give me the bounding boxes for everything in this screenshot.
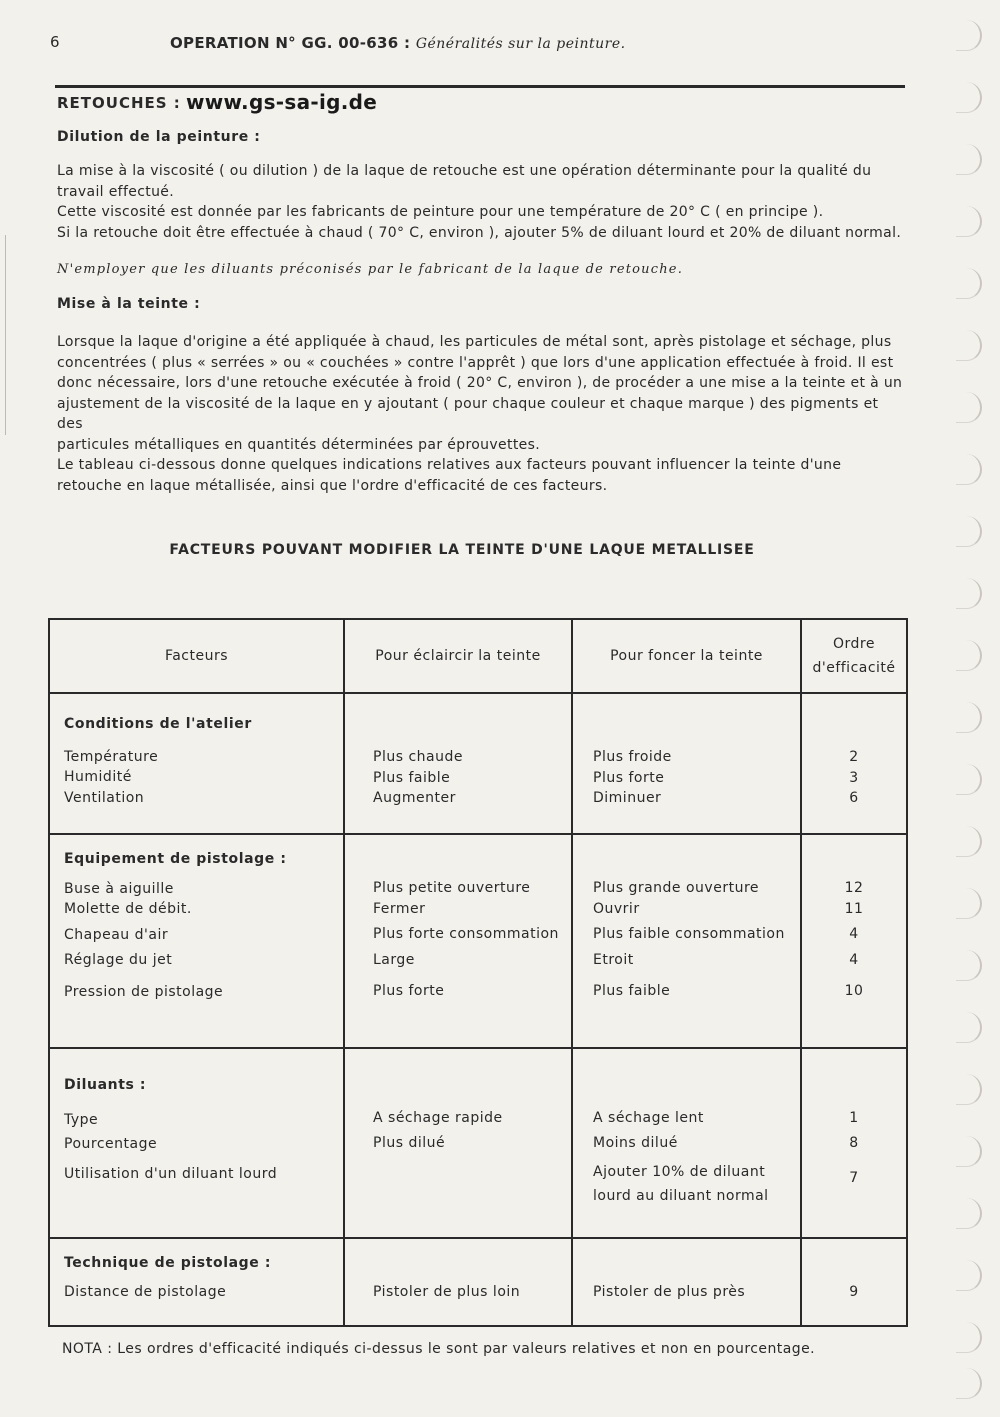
binder-hole <box>956 1012 982 1043</box>
header-factors: Facteurs <box>49 619 344 693</box>
darken-cell <box>572 834 801 1048</box>
factor-label: Humidité <box>64 769 132 785</box>
lighten-value: Large <box>373 951 415 968</box>
order-value: 2 <box>849 749 859 765</box>
lighten-value: Plus forte <box>373 983 445 999</box>
binder-hole <box>956 268 982 299</box>
binder-hole <box>956 330 982 361</box>
factor-label: Chapeau d'air <box>64 926 169 943</box>
binder-hole <box>956 578 982 609</box>
lighten-cell <box>344 1048 572 1238</box>
order-value: 4 <box>849 926 859 942</box>
darken-value: Ajouter 10% de diluant <box>593 1164 766 1180</box>
header-order-line-1: Ordre <box>833 636 875 652</box>
dilution-line-2: travail effectué. <box>57 183 175 200</box>
darken-cell <box>572 1238 801 1326</box>
dilution-heading: Dilution de la peinture : <box>57 129 261 145</box>
lighten-value: Pistoler de plus loin <box>373 1284 521 1300</box>
darken-value: Diminuer <box>593 790 662 806</box>
teinte-line: concentrées ( plus « serrées » ou « couchées » contre l'apprêt ) que lors d'une application effectuée à froid. Il est <box>57 354 894 371</box>
order-value: 6 <box>849 790 859 806</box>
operation-number: OPERATION N° GG. 00-636 : <box>170 34 411 52</box>
order-value: 12 <box>844 880 864 896</box>
darken-value: Pistoler de plus près <box>593 1284 746 1300</box>
table-title: FACTEURS POUVANT MODIFIER LA TEINTE D'UNE LAQUE METALLISEE <box>169 542 755 558</box>
binder-hole <box>956 888 982 919</box>
lighten-value: Plus chaude <box>373 749 463 765</box>
header-rule <box>55 85 905 88</box>
binder-hole <box>956 82 982 113</box>
factors-cell <box>49 693 344 834</box>
teinte-line: particules métalliques en quantités déterminées par éprouvettes. <box>57 436 541 453</box>
order-cell <box>801 834 907 1048</box>
section-title-technique: Technique de pistolage : <box>64 1255 272 1271</box>
binder-hole <box>956 702 982 733</box>
teinte-line: donc nécessaire, lors d'une retouche exécutée à froid ( 20° C, environ ), de procéder a une mise a la teinte et à un <box>57 375 903 391</box>
header-subtitle: Généralités sur la peinture. <box>415 36 626 52</box>
table-section-diluents <box>49 1048 907 1238</box>
lighten-value: Plus forte consommation <box>373 926 559 942</box>
dilution-line-4: Si la retouche doit être effectuée à chaud ( 70° C, environ ), ajouter 5% de diluant lourd et 20% de diluant normal. <box>57 224 902 241</box>
binder-hole <box>956 454 982 485</box>
table-header-row <box>49 619 907 693</box>
binder-hole <box>956 764 982 795</box>
section-title-equipment: Equipement de pistolage : <box>64 851 287 867</box>
lighten-value: Augmenter <box>373 790 456 806</box>
order-cell <box>801 1238 907 1326</box>
lighten-cell <box>344 834 572 1048</box>
order-value: 1 <box>849 1110 859 1126</box>
darken-value: Etroit <box>593 951 634 968</box>
factor-label: Réglage du jet <box>64 952 173 968</box>
page-header <box>170 34 626 52</box>
order-value: 8 <box>849 1134 859 1151</box>
factor-label: Distance de pistolage <box>64 1283 227 1300</box>
binder-hole <box>956 640 982 671</box>
lighten-value: Plus dilué <box>373 1134 446 1151</box>
factor-label: Buse à aiguille <box>64 880 174 897</box>
section-title-diluents: Diluants : <box>64 1077 147 1093</box>
binder-hole <box>956 144 982 175</box>
dilution-note: N'employer que les diluants préconisés par le fabricant de la laque de retouche. <box>57 262 684 277</box>
factors-cell <box>49 1048 344 1238</box>
darken-value: Moins dilué <box>593 1134 678 1151</box>
factors-cell <box>49 834 344 1048</box>
header-order-line-2: d'efficacité <box>812 660 896 676</box>
binder-hole <box>956 392 982 423</box>
order-value: 9 <box>849 1284 859 1300</box>
binder-hole <box>956 516 982 547</box>
order-cell <box>801 1048 907 1238</box>
order-cell <box>801 693 907 834</box>
header-lighten: Pour éclaircir la teinte <box>344 619 572 693</box>
factor-label: Pression de pistolage <box>64 983 224 1000</box>
darken-cell <box>572 693 801 834</box>
header-order <box>801 619 907 693</box>
order-value: 3 <box>849 769 859 786</box>
nota-footnote: NOTA : Les ordres d'efficacité indiqués ci-dessus le sont par valeurs relatives et non en pourcentage. <box>62 1341 816 1357</box>
binder-hole <box>956 20 982 51</box>
dilution-line-3: Cette viscosité est donnée par les fabricants de peinture pour une température de 20° C ( en principe ). <box>57 204 824 220</box>
factor-label: Utilisation d'un diluant lourd <box>64 1165 278 1182</box>
lighten-cell <box>344 693 572 834</box>
teinte-line: Lorsque la laque d'origine a été appliquée à chaud, les particules de métal sont, après pistolage et séchage, plus <box>57 334 892 350</box>
order-value: 10 <box>844 983 864 999</box>
section-title: RETOUCHES : <box>57 94 181 112</box>
header-darken: Pour foncer la teinte <box>572 619 801 693</box>
table-section-workshop <box>49 693 907 834</box>
factors-cell <box>49 1238 344 1326</box>
table-section-equipment <box>49 834 907 1048</box>
lighten-value: A séchage rapide <box>373 1110 503 1126</box>
binder-hole <box>956 1368 982 1399</box>
teinte-heading: Mise à la teinte : <box>57 296 201 312</box>
table-section-technique <box>49 1238 907 1326</box>
margin-line <box>5 235 6 435</box>
factor-label: Pourcentage <box>64 1136 158 1152</box>
teinte-line: Le tableau ci-dessous donne quelques indications relatives aux facteurs pouvant influencer la teinte d'une <box>57 457 842 473</box>
dilution-paragraph <box>57 161 905 243</box>
darken-value: Plus faible consommation <box>593 926 785 942</box>
factor-label: Ventilation <box>64 789 145 806</box>
darken-cell <box>572 1048 801 1238</box>
darken-value: Plus grande ouverture <box>593 880 760 896</box>
teinte-paragraph-2 <box>57 455 905 496</box>
darken-value: lourd au diluant normal <box>593 1187 769 1204</box>
order-value: 7 <box>849 1170 859 1186</box>
dilution-line-1: La mise à la viscosité ( ou dilution ) de la laque de retouche est une opération déterminante pour la qualité du <box>57 163 872 179</box>
darken-value: Ouvrir <box>593 900 640 917</box>
page-number: 6 <box>50 33 60 51</box>
lighten-value: Fermer <box>373 900 426 917</box>
teinte-line: ajustement de la viscosité de la laque en y ajoutant ( pour chaque couleur et chaque marque ) des pigments et des <box>57 395 879 432</box>
darken-value: Plus forte <box>593 769 665 786</box>
binder-hole <box>956 1074 982 1105</box>
darken-value: A séchage lent <box>593 1110 704 1126</box>
binder-hole <box>956 1322 982 1353</box>
lighten-cell <box>344 1238 572 1326</box>
teinte-paragraph <box>57 332 905 455</box>
lighten-value: Plus faible <box>373 769 451 786</box>
binder-hole <box>956 826 982 857</box>
order-value: 4 <box>849 951 859 968</box>
website-watermark: www.gs-sa-ig.de <box>186 90 378 114</box>
darken-value: Plus faible <box>593 983 671 999</box>
factor-label: Température <box>64 748 159 765</box>
binder-holes <box>950 20 990 1400</box>
binder-hole <box>956 206 982 237</box>
teinte-line: retouche en laque métallisée, ainsi que l'ordre d'efficacité de ces facteurs. <box>57 477 608 494</box>
factors-table <box>48 618 908 1327</box>
factor-label: Molette de débit. <box>64 901 192 917</box>
binder-hole <box>956 1198 982 1229</box>
darken-value: Plus froide <box>593 749 672 765</box>
factor-label: Type <box>64 1111 99 1128</box>
binder-hole <box>956 1260 982 1291</box>
section-title-workshop: Conditions de l'atelier <box>64 716 252 732</box>
binder-hole <box>956 1136 982 1167</box>
binder-hole <box>956 950 982 981</box>
order-value: 11 <box>844 900 864 917</box>
lighten-value: Plus petite ouverture <box>373 880 531 896</box>
